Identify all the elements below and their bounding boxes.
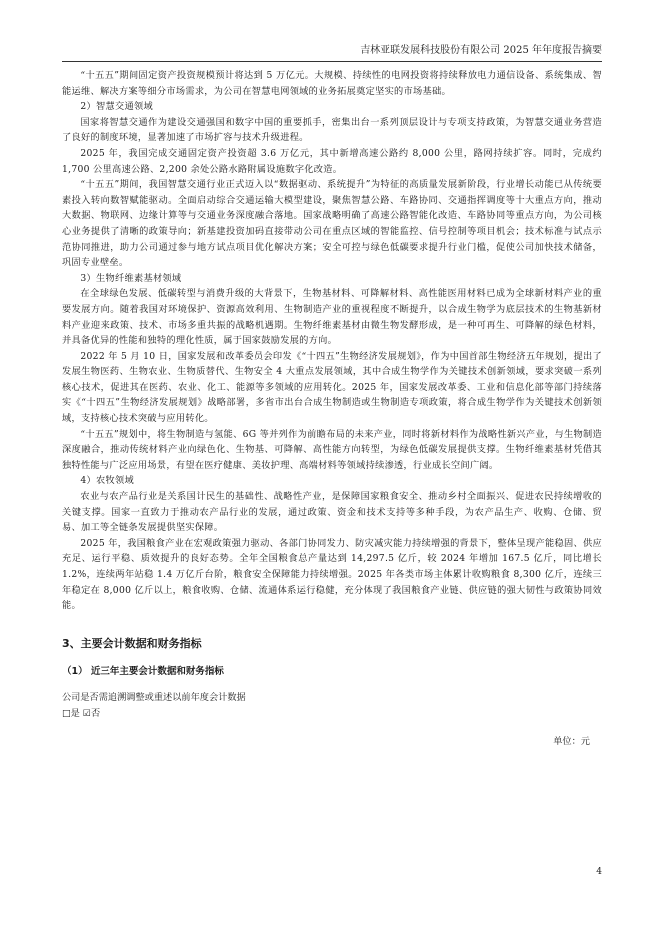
paragraph-bio-materials: 在全球绿色发展、低碳转型与消费升级的大背景下，生物基材料、可降解材料、高性能医用材料已成为全球新材料产业的重要发展方向。随着我国对环境保护、资源高效利用、生物制造产业的重视程度不断提升，以合成生物学为底层技术的生物基新材料产业迎来政策、技术、市场多重共振的战略机遇期。生物纤维素基材由微生物发酵形成，是一种可再生、可降解的绿色材料，并具备优异的性能和独特的理化性质，属于国家鼓励发展的方向。 xyxy=(62,288,602,347)
paragraph-grain-output: 2025 年，我国粮食产业在宏观政策强力驱动、各部门协同发力、防灾减灾能力持续增强的背景下，整体呈现产能稳固、供应充足、运行平稳、质效提升的良好态势。全年全国粮食总产量达到 14,297.5 亿斤，较 2024 年增加 167.5 亿斤，同比增长 1.2%，连续两年站稳 1.4 万亿斤台阶，粮食安全保障能力持续增强。2025 年各类市场主体累计收购粮食 8,300 亿斤，连续三年稳定在 8,000 亿斤以上，粮食收购、仓储、流通体系运行稳健，充分体现了我国粮食产业链、供应链的强大韧性与政策协同效能。 xyxy=(62,537,602,612)
restatement-answer: □是 ☑否 xyxy=(62,707,101,719)
header-divider xyxy=(62,61,602,62)
paragraph-transport-investment: 2025 年，我国完成交通固定资产投资超 3.6 万亿元，其中新增高速公路约 8,000 公里，路网持续扩容。同时，完成约 1,700 公里高速公路、2,200 余处公路水路附属设施数字化改造。 xyxy=(62,147,602,175)
report-header: 吉林亚联发展科技股份有限公司 2025 年年度报告摘要 xyxy=(360,45,602,56)
currency-unit-label: 单位：元 xyxy=(553,735,590,747)
paragraph-agriculture-overview: 农业与农产品行业是关系国计民生的基础性、战略性产业，是保障国家粮食安全、推动乡村全面振兴、促进农民持续增收的关键支撑。国家一直致力于推动农产品行业的发展，通过政策、资金和技术支持等多种手段，为农产品生产、收购、仓储、贸易、加工等全链条发展提供坚实保障。 xyxy=(62,491,602,534)
section-title-accounting: 3、主要会计数据和财务指标 xyxy=(62,636,202,650)
heading-bio-cellulose: 3）生物纤维素基材领域 xyxy=(80,272,182,284)
paragraph-bio-policy: 2022 年 5 月 10 日，国家发展和改革委员会印发《“十四五”生物经济发展规划》，作为中国首部生物经济五年规划，提出了发展生物医药、生物农业、生物质替代、生物安全 4 大重点发展领域，其中合成生物学作为关键技术创新领域，要求突破一系列核心技术，促进其在医药、农业、化工、能源等多领域的应用转化。2025 年，国家发展改革委、工业和信息化部等部门持续落实《“十四五”生物经济发展规划》战略部署，多省市出台合成生物制造或生物制造专项政策，将合成生物学作为关键技术创新领域，支持核心技术突破与应用转化。 xyxy=(62,350,602,425)
paragraph-transport-outlook: “十五五”期间，我国智慧交通行业正式迈入以“数据驱动、系统提升”为特征的高质量发展新阶段，行业增长动能已从传统要素投入转向数智赋能驱动。全面启动综合交通运输大模型建设，聚焦智慧公路、车路协同、交通指挥调度等十大重点方向，推动大数据、物联网、边缘计算等与交通业务深度融合落地。国家战略明确了高速公路智能化改造、车路协同等重点方向，为公司核心业务提供了清晰的政策导向；新基建投资加码直接带动公司在重点区域的智能监控、信号控制等项目机会；技术标准与试点示范协同推进，助力公司通过参与地方试点项目优化解决方案；安全可控与绿色低碳要求提升行业门槛，促使公司加快技术储备，巩固专业壁垒。 xyxy=(62,179,602,269)
heading-smart-transport: 2）智慧交通领域 xyxy=(80,101,153,113)
subsection-title-financials: （1） 近三年主要会计数据和财务指标 xyxy=(62,665,224,677)
paragraph-transport-policy: 国家将智慧交通作为建设交通强国和数字中国的重要抓手，密集出台一系列顶层设计与专项支持政策，为智慧交通业务营造了良好的制度环境，显著加速了市场扩容与技术升级进程。 xyxy=(62,116,602,144)
paragraph-bio-outlook: “十五五”规划中，将生物制造与氢能、6G 等并列作为前瞻布局的未来产业，同时将新材料作为战略性新兴产业，与生物制造深度融合，推动传统材料产业向绿色化、生物基、可降解、高性能方向转型，为绿色低碳发展提供支撑。生物纤维素基材凭借其独特性能与广泛应用场景，有望在医疗健康、美妆护理、高端材料等领域持续渗透，行业成长空间广阔。 xyxy=(62,428,602,471)
heading-agriculture: 4）农牧领域 xyxy=(80,475,134,487)
restatement-question: 公司是否需追溯调整或重述以前年度会计数据 xyxy=(62,691,246,703)
document-body xyxy=(62,68,602,750)
paragraph-grid-investment: “十五五”期间固定资产投资规模预计将达到 5 万亿元。大规模、持续性的电网投资将持续释放电力通信设备、系统集成、智能运维、解决方案等细分市场需求，为公司在智慧电网领域的业务拓展奠定坚实的市场基础。 xyxy=(62,70,602,97)
page-number: 4 xyxy=(596,867,602,877)
